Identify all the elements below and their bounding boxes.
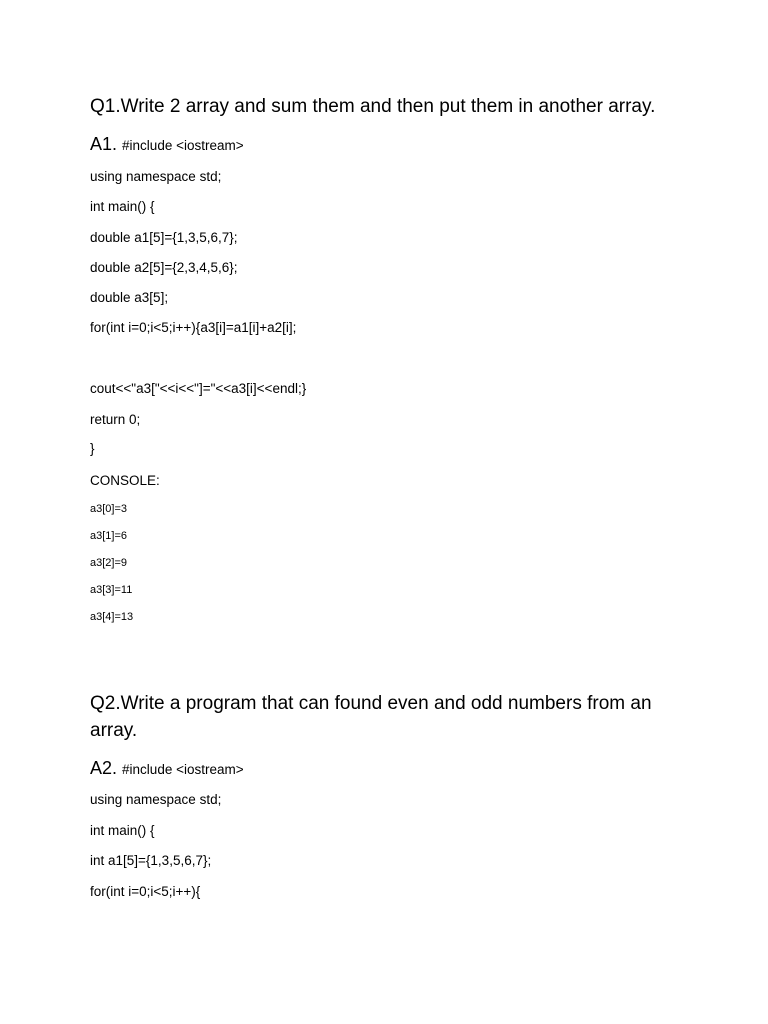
answer-2-code-line-1: using namespace std; [90,792,222,807]
answer-1-code-line-5: double a3[5]; [90,290,169,305]
answer-1-code-line-9: } [90,441,95,456]
console-label: CONSOLE: [90,473,160,488]
answer-1-code-line-4: double a2[5]={2,3,4,5,6}; [90,260,238,275]
answer-1-code-line-1: using namespace std; [90,169,222,184]
answer-2-code-line-4: for(int i=0;i<5;i++){ [90,884,201,899]
console-output-line-4: a3[4]=13 [90,611,134,623]
question-2: Q2.Write a program that can found even and odd numbers from an array. [90,693,652,741]
question-1: Q1.Write 2 array and sum them and then put them in another array. [90,96,656,117]
answer-1-code-line-7: cout<<"a3["<<i<<"]="<<a3[i]<<endl;} [90,381,307,396]
answer-2-heading [90,758,244,779]
answer-2-code-line-3: int a1[5]={1,3,5,6,7}; [90,853,212,868]
answer-1-code-line-2: int main() { [90,199,155,214]
console-output-line-3: a3[3]=11 [90,584,133,596]
console-output-line-0: a3[0]=3 [90,503,128,515]
answer-1-code-line-6: for(int i=0;i<5;i++){a3[i]=a1[i]+a2[i]; [90,320,297,335]
answer-2-code-line-0: #include <iostream> [122,762,244,777]
console-output-line-2: a3[2]=9 [90,557,128,569]
answer-1-code-line-0: #include <iostream> [122,138,244,153]
answer-2-label: A2. [90,758,118,778]
answer-1-label: A1. [90,134,118,154]
answer-1-code-line-8: return 0; [90,412,141,427]
console-output-line-1: a3[1]=6 [90,530,128,542]
answer-1-code-line-3: double a1[5]={1,3,5,6,7}; [90,230,238,245]
answer-2-code-line-2: int main() { [90,823,155,838]
answer-1-heading [90,134,244,155]
